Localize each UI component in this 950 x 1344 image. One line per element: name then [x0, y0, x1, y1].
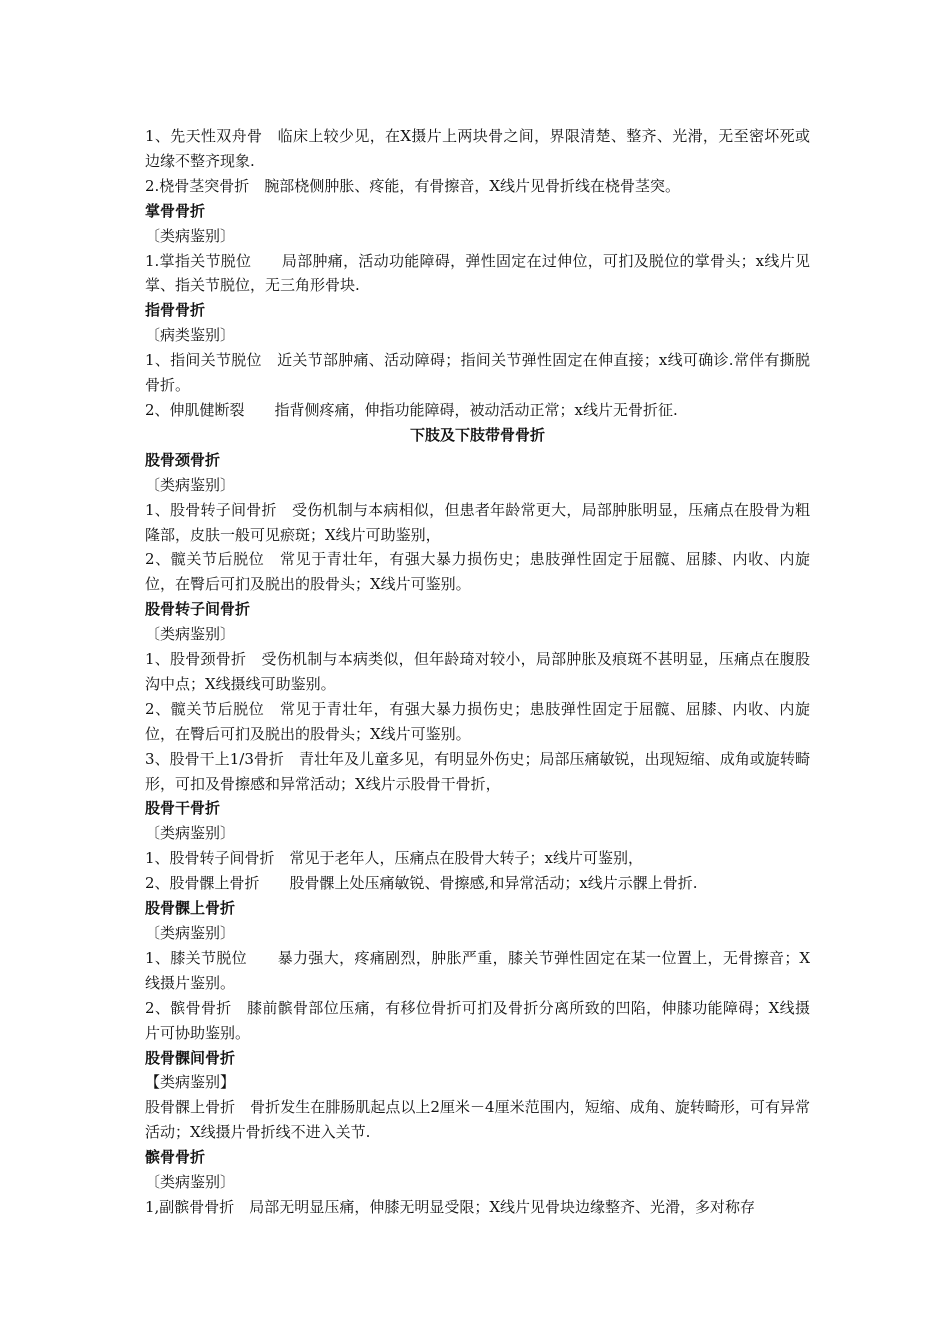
heading-metacarpal-fracture: 掌骨骨折	[145, 201, 206, 220]
paragraph-knee-dislocation: 1、膝关节脱位 暴力强大，疼痛剧烈，肿胀严重，膝关节弹性固定在某一位置上，无骨擦音；X线摄片鉴别。	[145, 948, 810, 992]
subheading-differential: 〔类病鉴别〕	[145, 226, 236, 245]
heading-femoral-neck-fracture: 股骨颈骨折	[145, 450, 221, 469]
paragraph-ip-dislocation: 1、指间关节脱位 近关节部肿痛、活动障碍；指间关节弹性固定在伸直接；x线可确诊.常伴有撕脱骨折。	[145, 351, 810, 395]
subheading-differential: 〔类病鉴别〕	[145, 1173, 236, 1192]
heading-femoral-shaft-fracture: 股骨干骨折	[145, 799, 221, 818]
subheading-differential: 〔类病鉴别〕	[145, 824, 236, 843]
paragraph-upper-femoral-shaft: 3、股骨干上1/3骨折 青壮年及儿童多见，有明显外伤史；局部压痛敏锐，出现短缩、成角或旋转畸形，可扣及骨擦感和异常活动；X线片示股骨干骨折，	[145, 749, 810, 793]
paragraph-double-scaphoid: 1、先天性双舟骨 临床上较少见，在X摄片上两块骨之间，界限清楚、整齐、光滑，无至密坏死或边缘不整齐现象.	[145, 127, 810, 170]
paragraph-supracondylar-differential: 股骨髁上骨折 骨折发生在腓肠肌起点以上2厘米－4厘米范围内，短缩、成角、旋转畸形，可有异常活动；X线摄片骨折线不进入关节.	[145, 1098, 810, 1142]
document-page	[145, 124, 810, 1220]
subheading-differential: 〔类病鉴别〕	[145, 625, 236, 644]
heading-patella-fracture: 髌骨骨折	[145, 1148, 206, 1167]
subheading-differential: 〔病类鉴别〕	[145, 326, 236, 345]
heading-intercondylar-fracture: 股骨髁间骨折	[145, 1048, 236, 1067]
paragraph-hip-dislocation: 2、髋关节后脱位 常见于青壮年，有强大暴力损伤史；患肢弹性固定于屈髋、屈膝、内收、内旋位，在臀后可扪及脱出的股骨头；X线片可鉴别。	[145, 550, 810, 594]
paragraph-supracondylar: 2、股骨髁上骨折 股骨髁上处压痛敏锐、骨擦感,和异常活动；x线片示髁上骨折.	[145, 874, 698, 893]
paragraph-radial-styloid-fracture: 2.桡骨茎突骨折 腕部桡侧肿胀、疼能，有骨擦音，X线片见骨折线在桡骨茎突。	[145, 176, 680, 195]
paragraph-mcp-dislocation: 1.掌指关节脱位 局部肿痛，活动功能障碍，弹性固定在过伸位，可扪及脱位的掌骨头；x线片见掌、指关节脱位，无三角形骨块.	[145, 251, 810, 295]
heading-intertrochanteric-fracture: 股骨转子间骨折	[145, 600, 251, 619]
paragraph-patella-fracture: 2、髌骨骨折 膝前髌骨部位压痛，有移位骨折可扪及骨折分离所致的凹陷，伸膝功能障碍；X线摄片可协助鉴别。	[145, 998, 810, 1042]
subheading-differential: 【类病鉴别】	[145, 1073, 236, 1092]
heading-supracondylar-fracture: 股骨髁上骨折	[145, 899, 236, 918]
section-title-lower-limb: 下肢及下肢带骨骨折	[409, 425, 545, 444]
subheading-differential: 〔类病鉴别〕	[145, 924, 236, 942]
paragraph-extensor-rupture: 2、伸肌健断裂 指背侧疼痛，伸指功能障碍，被动活动正常；x线片无骨折征.	[145, 400, 678, 419]
heading-phalanx-fracture: 指骨骨折	[145, 301, 206, 320]
paragraph-intertrochanteric: 1、股骨转子间骨折 常见于老年人，压痛点在股骨大转子；x线片可鉴别，	[145, 849, 644, 868]
paragraph-hip-dislocation: 2、髋关节后脱位 常见于青壮年，有强大暴力损伤史；患肢弹性固定于屈髋、屈膝、内收、内旋位，在臀后可扪及脱出的股骨头；X线片可鉴别。	[145, 699, 810, 743]
paragraph-accessory-patella: 1,副髌骨骨折 局部无明显压痛，伸膝无明显受限；X线片见骨块边缘整齐、光滑，多对称存	[145, 1197, 755, 1216]
paragraph-intertrochanteric: 1、股骨转子间骨折 受伤机制与本病相似，但患者年龄常更大，局部肿胀明显，压痛点在股骨为粗隆部，皮肤一般可见瘀斑；X线片可助鉴别，	[145, 500, 810, 544]
subheading-differential: 〔类病鉴别〕	[145, 475, 236, 494]
paragraph-femoral-neck: 1、股骨颈骨折 受伤机制与本病类似，但年龄琦对较小，局部肿胀及痕斑不甚明显，压痛点在腹股沟中点；X线摄线可助鉴别。	[145, 650, 810, 693]
